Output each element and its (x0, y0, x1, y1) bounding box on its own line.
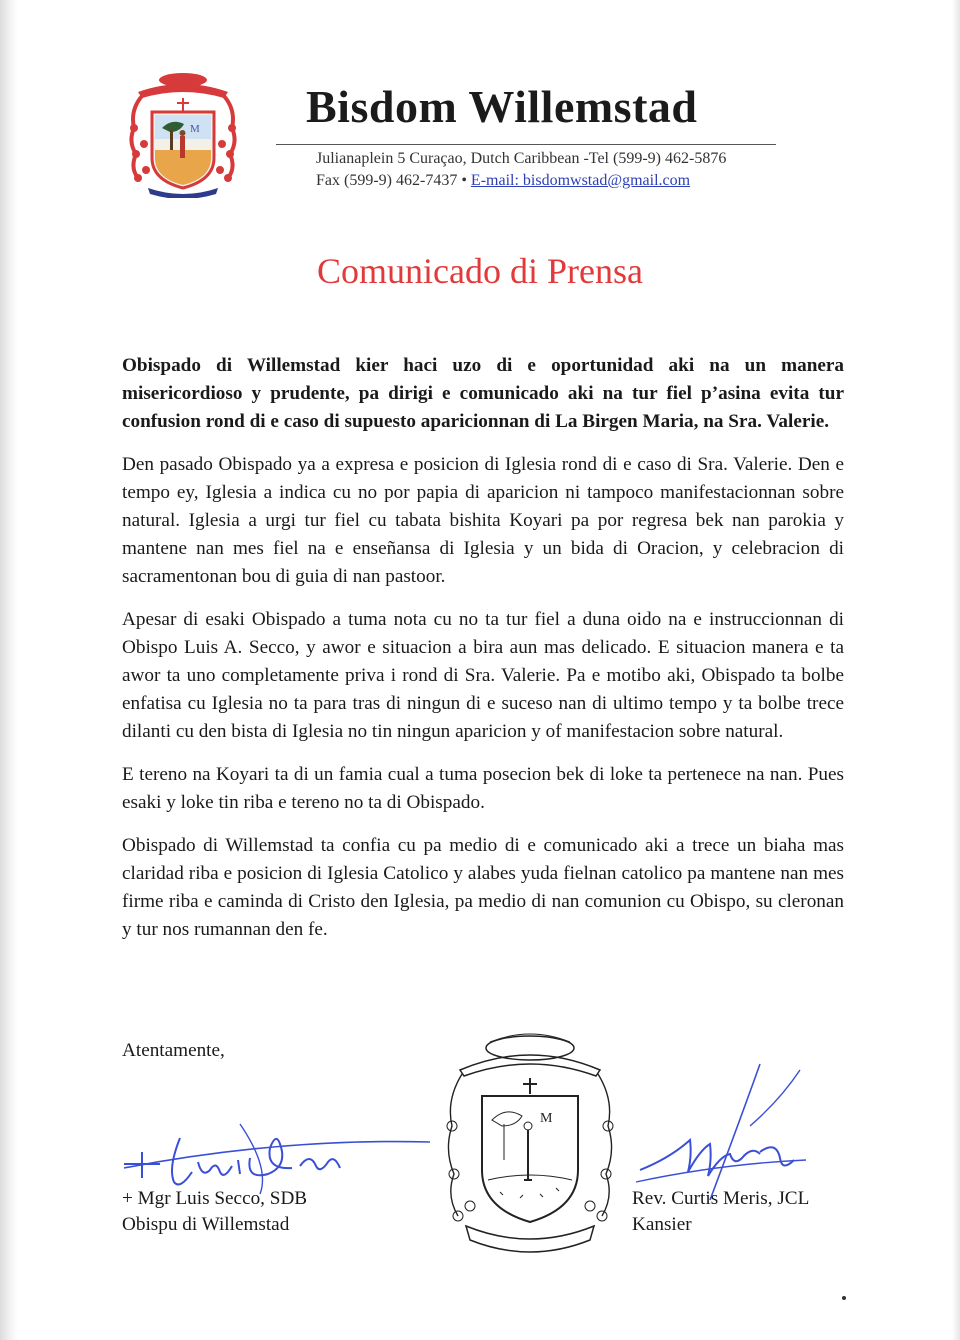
bishop-title: Obispu di Willemstad (122, 1214, 290, 1235)
page-shadow-left (0, 0, 18, 1340)
paragraph: E tereno na Koyari ta di un famia cual a tuma posecion bek di loke ta pertenece na nan. Pues esaki y loke tin riba e tereno no ta di Obispado. (122, 764, 844, 813)
document-body (122, 352, 844, 959)
paragraph-lead: Obispado di Willemstad kier haci uzo di e oportunidad aki na un manera misericordioso y prudente, pa dirigi e comunicado aki na tur fiel p’asina evita tur confusion rond di e caso di supuesto aparicionnan di La Birgen Maria, na Sra. Valerie. (122, 355, 844, 432)
svg-text:M: M (540, 1111, 553, 1126)
paragraph: Obispado di Willemstad ta confia cu pa medio di e comunicado aki a trece un biaha mas claridad riba e posicion di Iglesia Catolico y alabes yuda fielnan catolico pa mantene nan mes firme riba e caminda di Cristo den Iglesia, pa medio di nan comunion cu Obispo, su cleronan y tur nos rumannan den fe. (122, 835, 844, 940)
page-shadow-right (952, 0, 960, 1340)
letterhead-divider (276, 144, 776, 145)
address-line: Julianaplein 5 Curaçao, Dutch Caribbean -Tel (599-9) 462-5876 (316, 150, 727, 167)
document-heading: Comunicado di Prensa (317, 251, 643, 291)
email-link[interactable]: E-mail: bisdomwstad@gmail.com (470, 172, 691, 189)
chancellor-name: Rev. Curtis Meris, JCL (632, 1188, 810, 1209)
chancellor-title: Kansier (632, 1214, 692, 1235)
bishop-signature-icon (120, 1108, 440, 1198)
svg-text:M: M (190, 123, 200, 135)
closing-salutation: Atentamente, (122, 1040, 225, 1061)
paragraph: Apesar di esaki Obispado a tuma nota cu no ta tur fiel a duna oido na e instruccionnan di Obispo Luis A. Secco, y awor e situacion a bira aun mas delicado. E situacion manera e ta awor ta uno completamente priva i rond di Sra. Valerie. Pa e motibo aki, Obispado ta bolbe enfatisa cu Iglesia no ta para tras di ningun di e suceso nan di ultimo tempo y ta bolbe trece dilanti cu den bista di Iglesia no tin ningun aparicion y of manifestacion sobre natural. (122, 609, 844, 742)
bishop-name: + Mgr Luis Secco, SDB (122, 1188, 308, 1209)
diocesan-seal-icon (440, 1030, 620, 1255)
fax-text: Fax (599-9) 462-7437 • (316, 172, 467, 189)
contact-line (316, 172, 690, 190)
speck-mark (842, 1296, 846, 1300)
paragraph: Den pasado Obispado ya a expresa e posicion di Iglesia rond di e caso di Sra. Valerie. Den e tempo ey, Iglesia a indica cu no por papia di aparicion ni tampoco manifestacionnan sobre natural. Iglesia a urgi tur fiel cu tabata bishita Koyari pa por regresa bek nan parokia y mantene nan mes fiel na e enseñansa di Iglesia y un bida di Oracion, y celebracion di sacramentonan bou di guia di nan pastoor. (122, 454, 844, 587)
coat-of-arms-icon (124, 70, 242, 198)
organization-title: Bisdom Willemstad (306, 81, 698, 132)
